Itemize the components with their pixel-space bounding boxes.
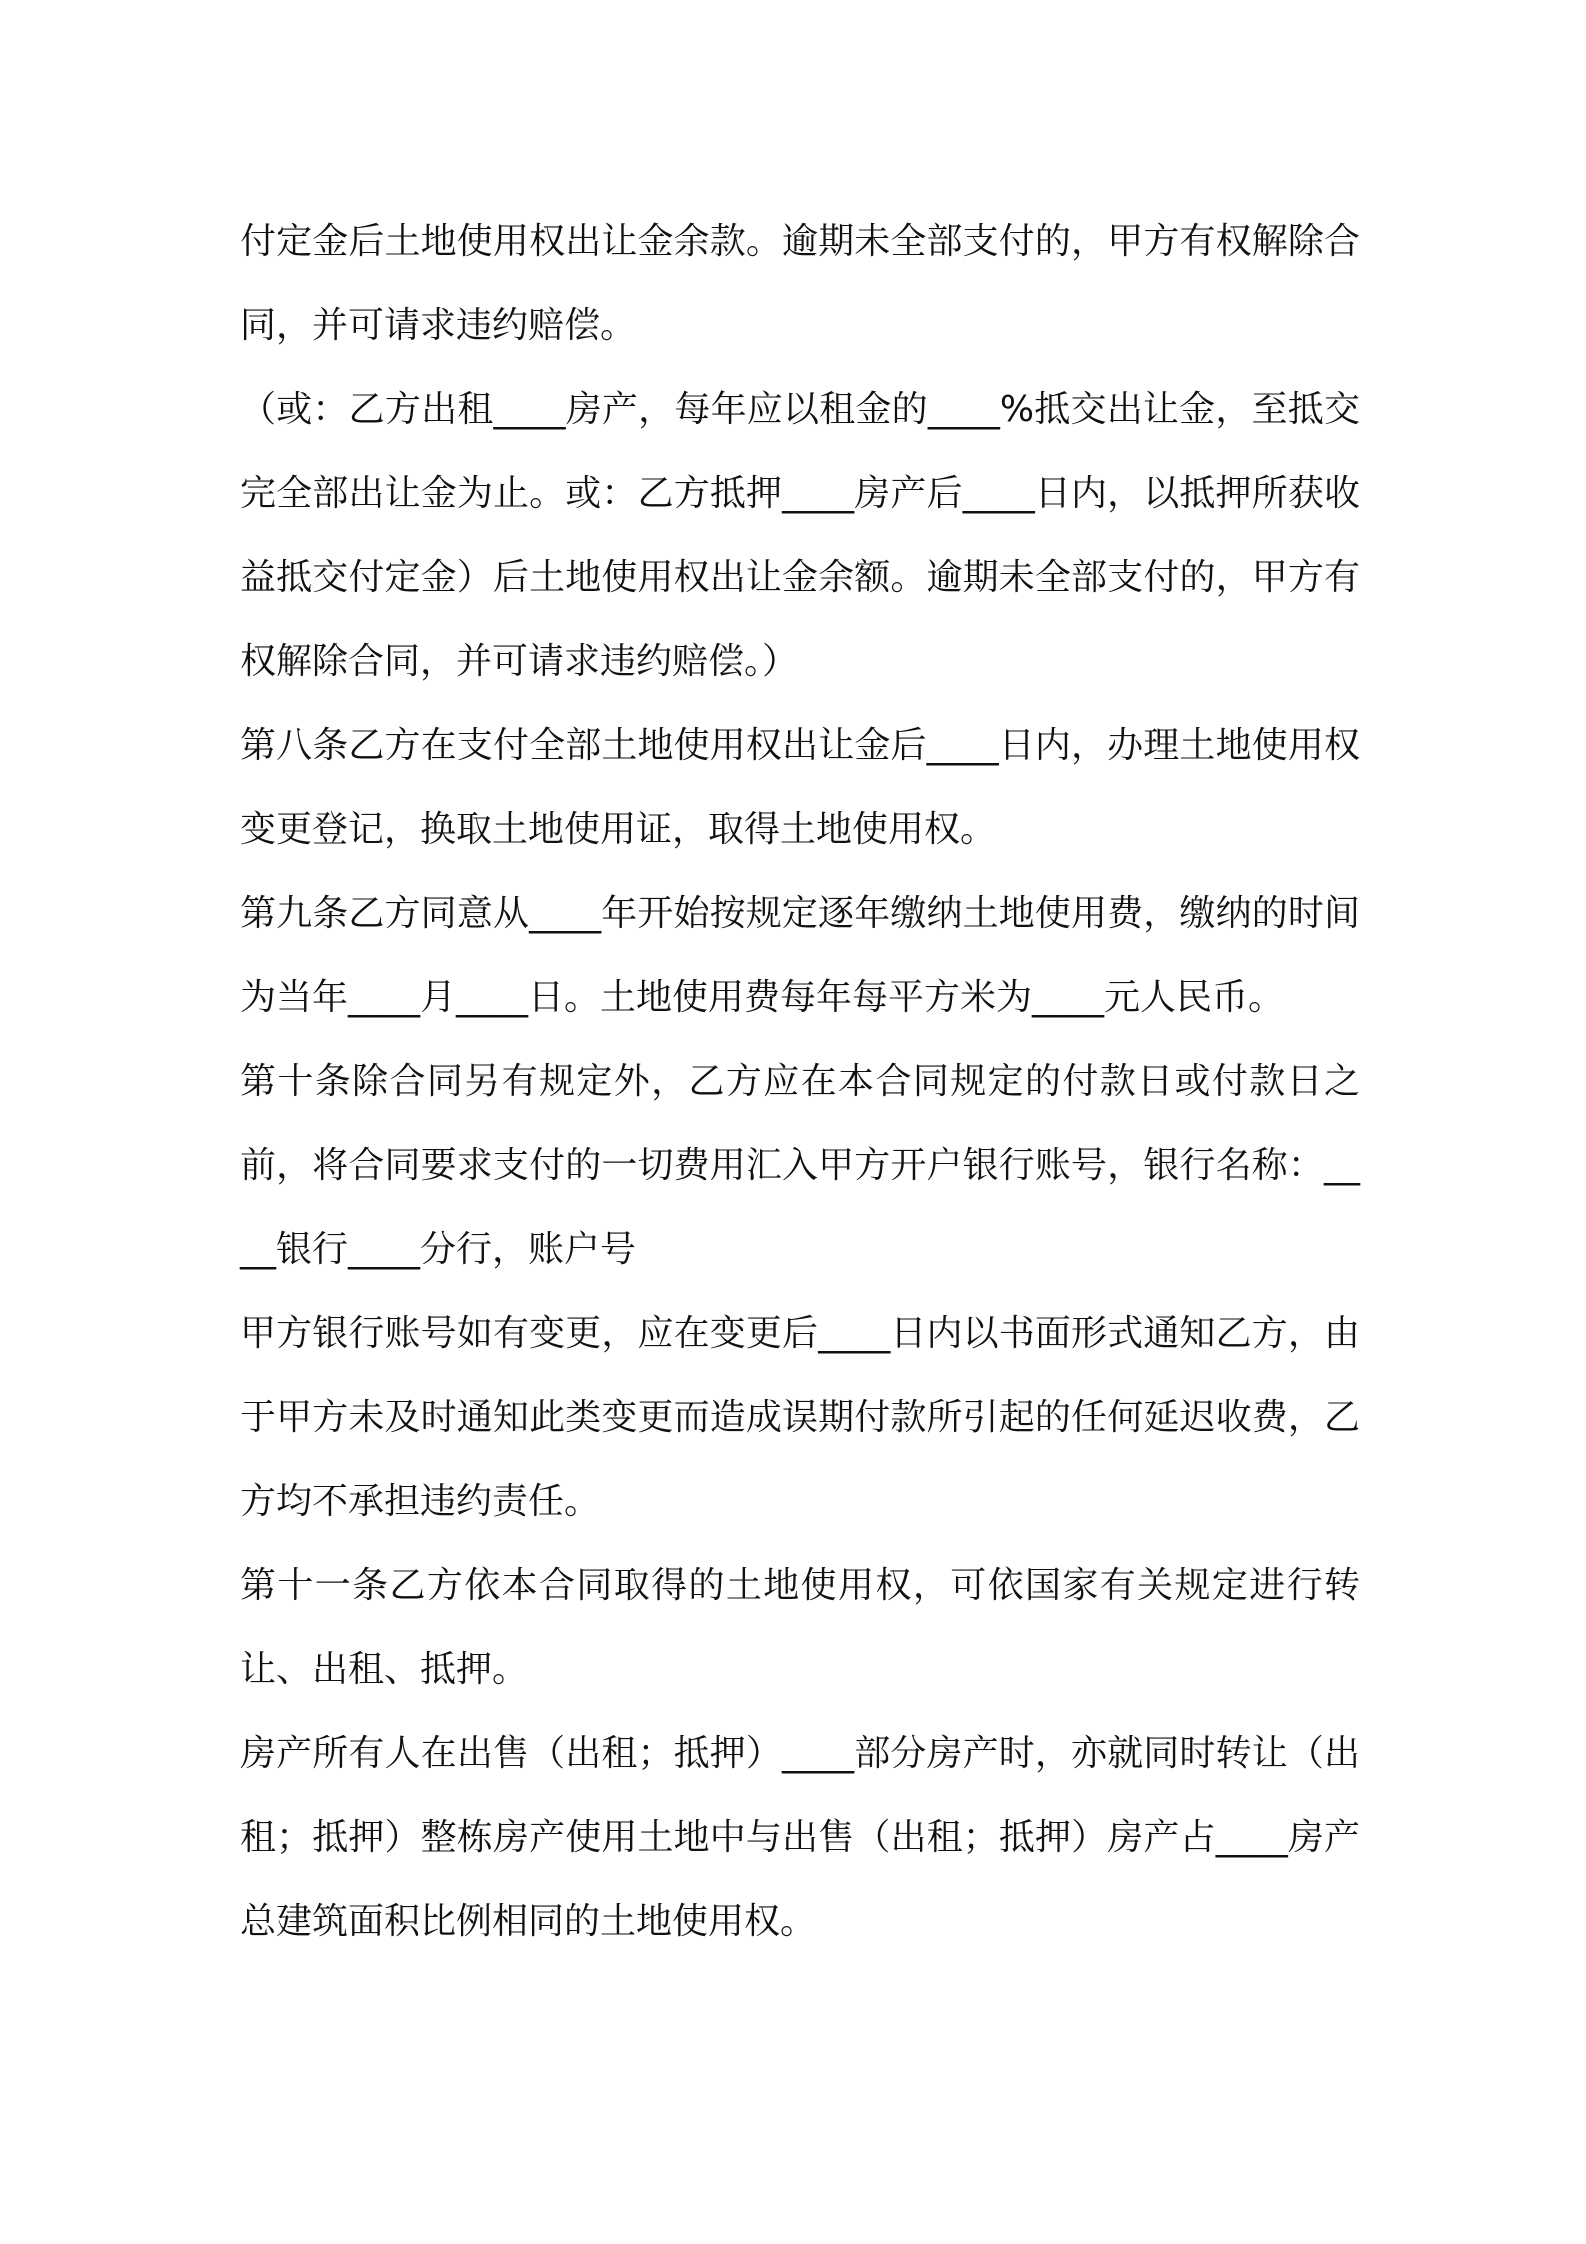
paragraph-article-8: 第八条乙方在支付全部土地使用权出让金后____日内，办理土地使用权变更登记，换取土地使用证，取得土地使用权。 (240, 725, 1360, 850)
paragraph-bank-account-change: 甲方银行账号如有变更，应在变更后____日内以书面形式通知乙方，由于甲方未及时通知此类变更而造成误期付款所引起的任何延迟收费，乙方均不承担违约责任。 (240, 1313, 1360, 1522)
paragraph-article-9: 第九条乙方同意从____年开始按规定逐年缴纳土地使用费，缴纳的时间为当年____月____日。土地使用费每年每平方米为____元人民币。 (240, 893, 1360, 1018)
document-body (240, 200, 1360, 1964)
paragraph-article-10: 第十条除合同另有规定外，乙方应在本合同规定的付款日或付款日之前，将合同要求支付的一切费用汇入甲方开户银行账号，银行名称：____银行____分行，账户号 (240, 1061, 1360, 1270)
paragraph-alternative-payment: （或：乙方出租____房产，每年应以租金的____%抵交出让金，至抵交完全部出让金为止。或：乙方抵押____房产后____日内，以抵押所获收益抵交付定金）后土地使用权出让金余额。逾期未全部支付的，甲方有权解除合同，并可请求违约赔偿。） (240, 389, 1360, 682)
paragraph-article-11: 第十一条乙方依本合同取得的土地使用权，可依国家有关规定进行转让、出租、抵押。 (240, 1565, 1360, 1690)
paragraph-property-transfer: 房产所有人在出售（出租；抵押）____部分房产时，亦就同时转让（出租；抵押）整栋房产使用土地中与出售（出租；抵押）房产占____房产总建筑面积比例相同的土地使用权。 (240, 1733, 1360, 1942)
paragraph-deposit-balance: 付定金后土地使用权出让金余款。逾期未全部支付的，甲方有权解除合同，并可请求违约赔偿。 (240, 221, 1360, 346)
